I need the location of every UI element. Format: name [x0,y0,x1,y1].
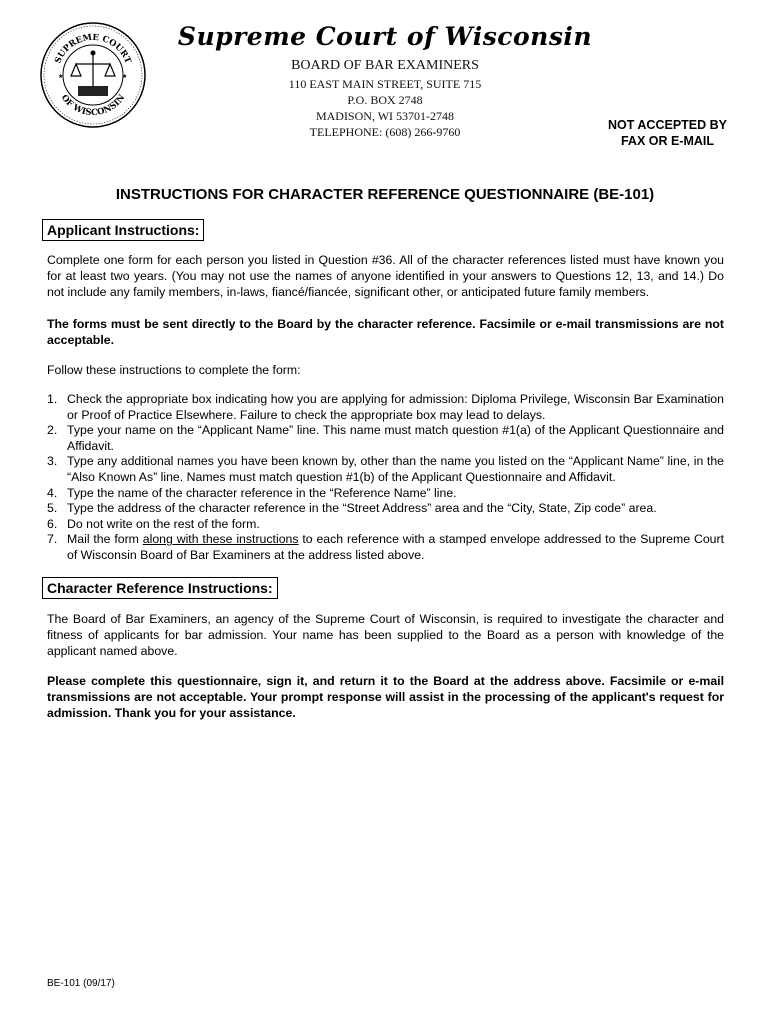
step-number: 4. [47,485,58,500]
reference-paragraph-1: The Board of Bar Examiners, an agency of the Supreme Court of Wisconsin, is required to investigate the character and fitness of applicants for bar admission. Your name has been supplied to the Board as a person with knowledge of the applicant named above. [47,612,724,658]
telephone: TELEPHONE: (608) 266-9760 [309,125,461,139]
step-number: 2. [47,423,58,438]
list-item [47,532,724,563]
document-title: INSTRUCTIONS FOR CHARACTER REFERENCE QUESTIONNAIRE (BE-101) [115,186,655,203]
list-item [47,454,724,485]
notice-line-1: NOT ACCEPTED BY [608,118,727,132]
svg-text:OF WISCONSIN: OF WISCONSIN [58,92,128,119]
step-number: 6. [47,516,58,531]
form-number-footer: BE-101 (09/17) [47,978,115,989]
instruction-steps-list [47,392,724,564]
city-state-zip: MADISON, WI 53701-2748 [315,109,455,123]
street-address: 110 EAST MAIN STREET, SUITE 715 [288,77,482,91]
step-text: Do not write on the rest of the form. [67,516,260,531]
court-name-title: Supreme Court of Wisconsin [177,22,593,51]
list-item [47,392,724,423]
step-text-post: to each reference with a stamped envelope addressed to the Supreme Court of Wisconsin Board of Bar Examiners at the address listed above. [67,532,725,562]
step-text: Type the name of the character reference in the “Reference Name” line. [67,485,457,500]
list-item [47,501,724,517]
list-item [47,423,724,454]
notice-line-2: FAX OR E-MAIL [620,134,715,148]
step-text-pre: Mail the form [67,532,143,547]
step-number: 7. [47,532,58,547]
applicant-paragraph-1: Complete one form for each person you listed in Question #36. All of the character references listed must have known you for at least two years. (You may not use the names of anyone identified in your answers to Questions 12, 13, and 14.) Do not include any family members, in-laws, fiancé/fiancée, significant other, or anticipated future family members. [47,253,724,299]
svg-text:★: ★ [58,73,64,80]
reference-paragraph-2: Please complete this questionnaire, sign it, and return it to the Board at the address above. Facsimile or e-mail transmissions are not acceptable. Your prompt response will assist in the processing of the applicant's request for admission. Thank you for your assistance. [47,674,724,720]
step-number: 1. [47,392,58,406]
character-reference-instructions-heading: Character Reference Instructions: [42,577,278,599]
list-item [47,486,724,502]
svg-text:★: ★ [122,73,128,80]
svg-text:SUPREME COURT: SUPREME COURT [53,32,133,66]
applicant-instructions-heading: Applicant Instructions: [42,219,204,241]
step-text: Type the address of the character reference in the “Street Address” area and the “City, State, Zip code” area. [67,501,657,516]
step-number: 3. [47,454,58,469]
step-text: Check the appropriate box indicating how you are applying for admission: Diploma Privilege, Wisconsin Bar Examination or Proof of Practice Elsewhere. Failure to check the appropriate box may lead to delays. [67,392,724,422]
fax-email-notice [585,117,750,149]
step-text-underlined: along with these instructions [142,532,299,547]
step-text: Type your name on the “Applicant Name” line. This name must match question #1(a) of the Applicant Questionnaire and Affidavit. [67,423,724,453]
applicant-paragraph-2: The forms must be sent directly to the Board by the character reference. Facsimile or e-mail transmissions are not acceptable. [47,317,724,347]
po-box: P.O. BOX 2748 [347,93,423,107]
list-item [47,517,724,533]
applicant-paragraph-3: Follow these instructions to complete the form: [47,363,301,377]
board-name: BOARD OF BAR EXAMINERS [291,58,479,73]
step-number: 5. [47,501,58,516]
step-text: Type any additional names you have been known by, other than the name you listed on the “Applicant Name” line, in the “Also Known As” line. Names must match question #1(b) of the Applicant Questionnaire and Affidavit. [67,454,724,484]
